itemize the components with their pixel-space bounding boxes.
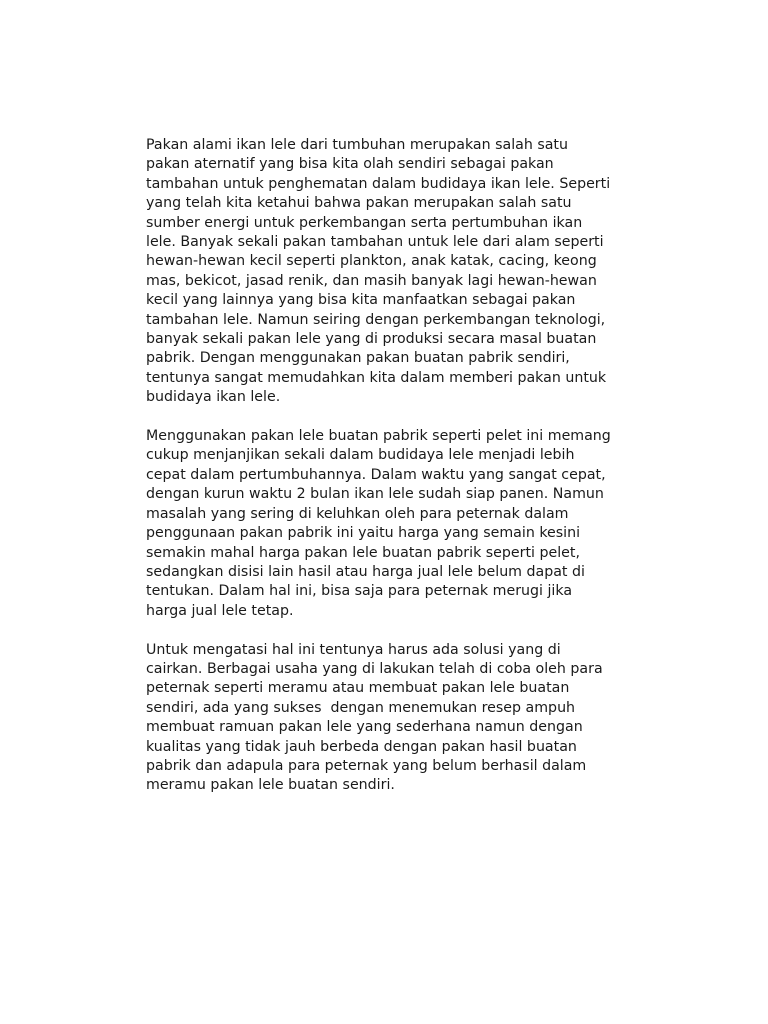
paragraph-2 xyxy=(146,427,636,621)
text-line: mas, bekicot, jasad renik, dan masih banyak lagi hewan-hewan xyxy=(146,272,597,289)
text-line: pakan aternatif yang bisa kita olah sendiri sebagai pakan xyxy=(146,156,554,173)
text-line: harga jual lele tetap. xyxy=(146,602,294,619)
text-line: semakin mahal harga pakan lele buatan pabrik seperti pelet, xyxy=(146,544,580,561)
text-line: meramu pakan lele buatan sendiri. xyxy=(146,777,395,794)
text-line: Untuk mengatasi hal ini tentunya harus ada solusi yang di xyxy=(146,641,561,658)
paragraph-3 xyxy=(146,641,636,796)
paragraph-1 xyxy=(146,136,636,408)
text-line: tentukan. Dalam hal ini, bisa saja para peternak merugi jika xyxy=(146,583,573,600)
text-line: masalah yang sering di keluhkan oleh para peternak dalam xyxy=(146,505,569,522)
text-line: Menggunakan pakan lele buatan pabrik seperti pelet ini memang xyxy=(146,428,611,445)
text-line: hewan-hewan kecil seperti plankton, anak katak, cacing, keong xyxy=(146,253,597,270)
text-line: banyak sekali pakan lele yang di produksi secara masal buatan xyxy=(146,331,597,348)
text-line: dengan kurun waktu 2 bulan ikan lele sudah siap panen. Namun xyxy=(146,486,604,503)
text-line: tambahan untuk penghematan dalam budidaya ikan lele. Seperti xyxy=(146,175,611,192)
document-body xyxy=(146,136,636,796)
text-line: tambahan lele. Namun seiring dengan perkembangan teknologi, xyxy=(146,311,606,328)
text-line: yang telah kita ketahui bahwa pakan merupakan salah satu xyxy=(146,195,572,212)
text-line: cairkan. Berbagai usaha yang di lakukan telah di coba oleh para xyxy=(146,660,603,677)
text-line: sedangkan disisi lain hasil atau harga jual lele belum dapat di xyxy=(146,563,585,580)
text-line: sendiri, ada yang sukses dengan menemukan resep ampuh xyxy=(146,699,576,716)
text-line: pabrik dan adapula para peternak yang belum berhasil dalam xyxy=(146,757,587,774)
text-line: pabrik. Dengan menggunakan pakan buatan pabrik sendiri, xyxy=(146,350,570,367)
text-line: peternak seperti meramu atau membuat pakan lele buatan xyxy=(146,680,570,697)
text-line: Pakan alami ikan lele dari tumbuhan merupakan salah satu xyxy=(146,137,568,153)
text-line: kualitas yang tidak jauh berbeda dengan pakan hasil buatan xyxy=(146,738,577,755)
text-line: membuat ramuan pakan lele yang sederhana namun dengan xyxy=(146,719,583,736)
text-line: tentunya sangat memudahkan kita dalam memberi pakan untuk xyxy=(146,369,607,386)
text-line: sumber energi untuk perkembangan serta pertumbuhan ikan xyxy=(146,214,583,231)
text-line: penggunaan pakan pabrik ini yaitu harga yang semain kesini xyxy=(146,525,581,542)
text-line: cepat dalam pertumbuhannya. Dalam waktu yang sangat cepat, xyxy=(146,466,606,483)
text-line: kecil yang lainnya yang bisa kita manfaatkan sebagai pakan xyxy=(146,292,576,309)
text-line: budidaya ikan lele. xyxy=(146,389,281,406)
text-line: lele. Banyak sekali pakan tambahan untuk lele dari alam seperti xyxy=(146,234,604,251)
text-line: cukup menjanjikan sekali dalam budidaya lele menjadi lebih xyxy=(146,447,575,464)
